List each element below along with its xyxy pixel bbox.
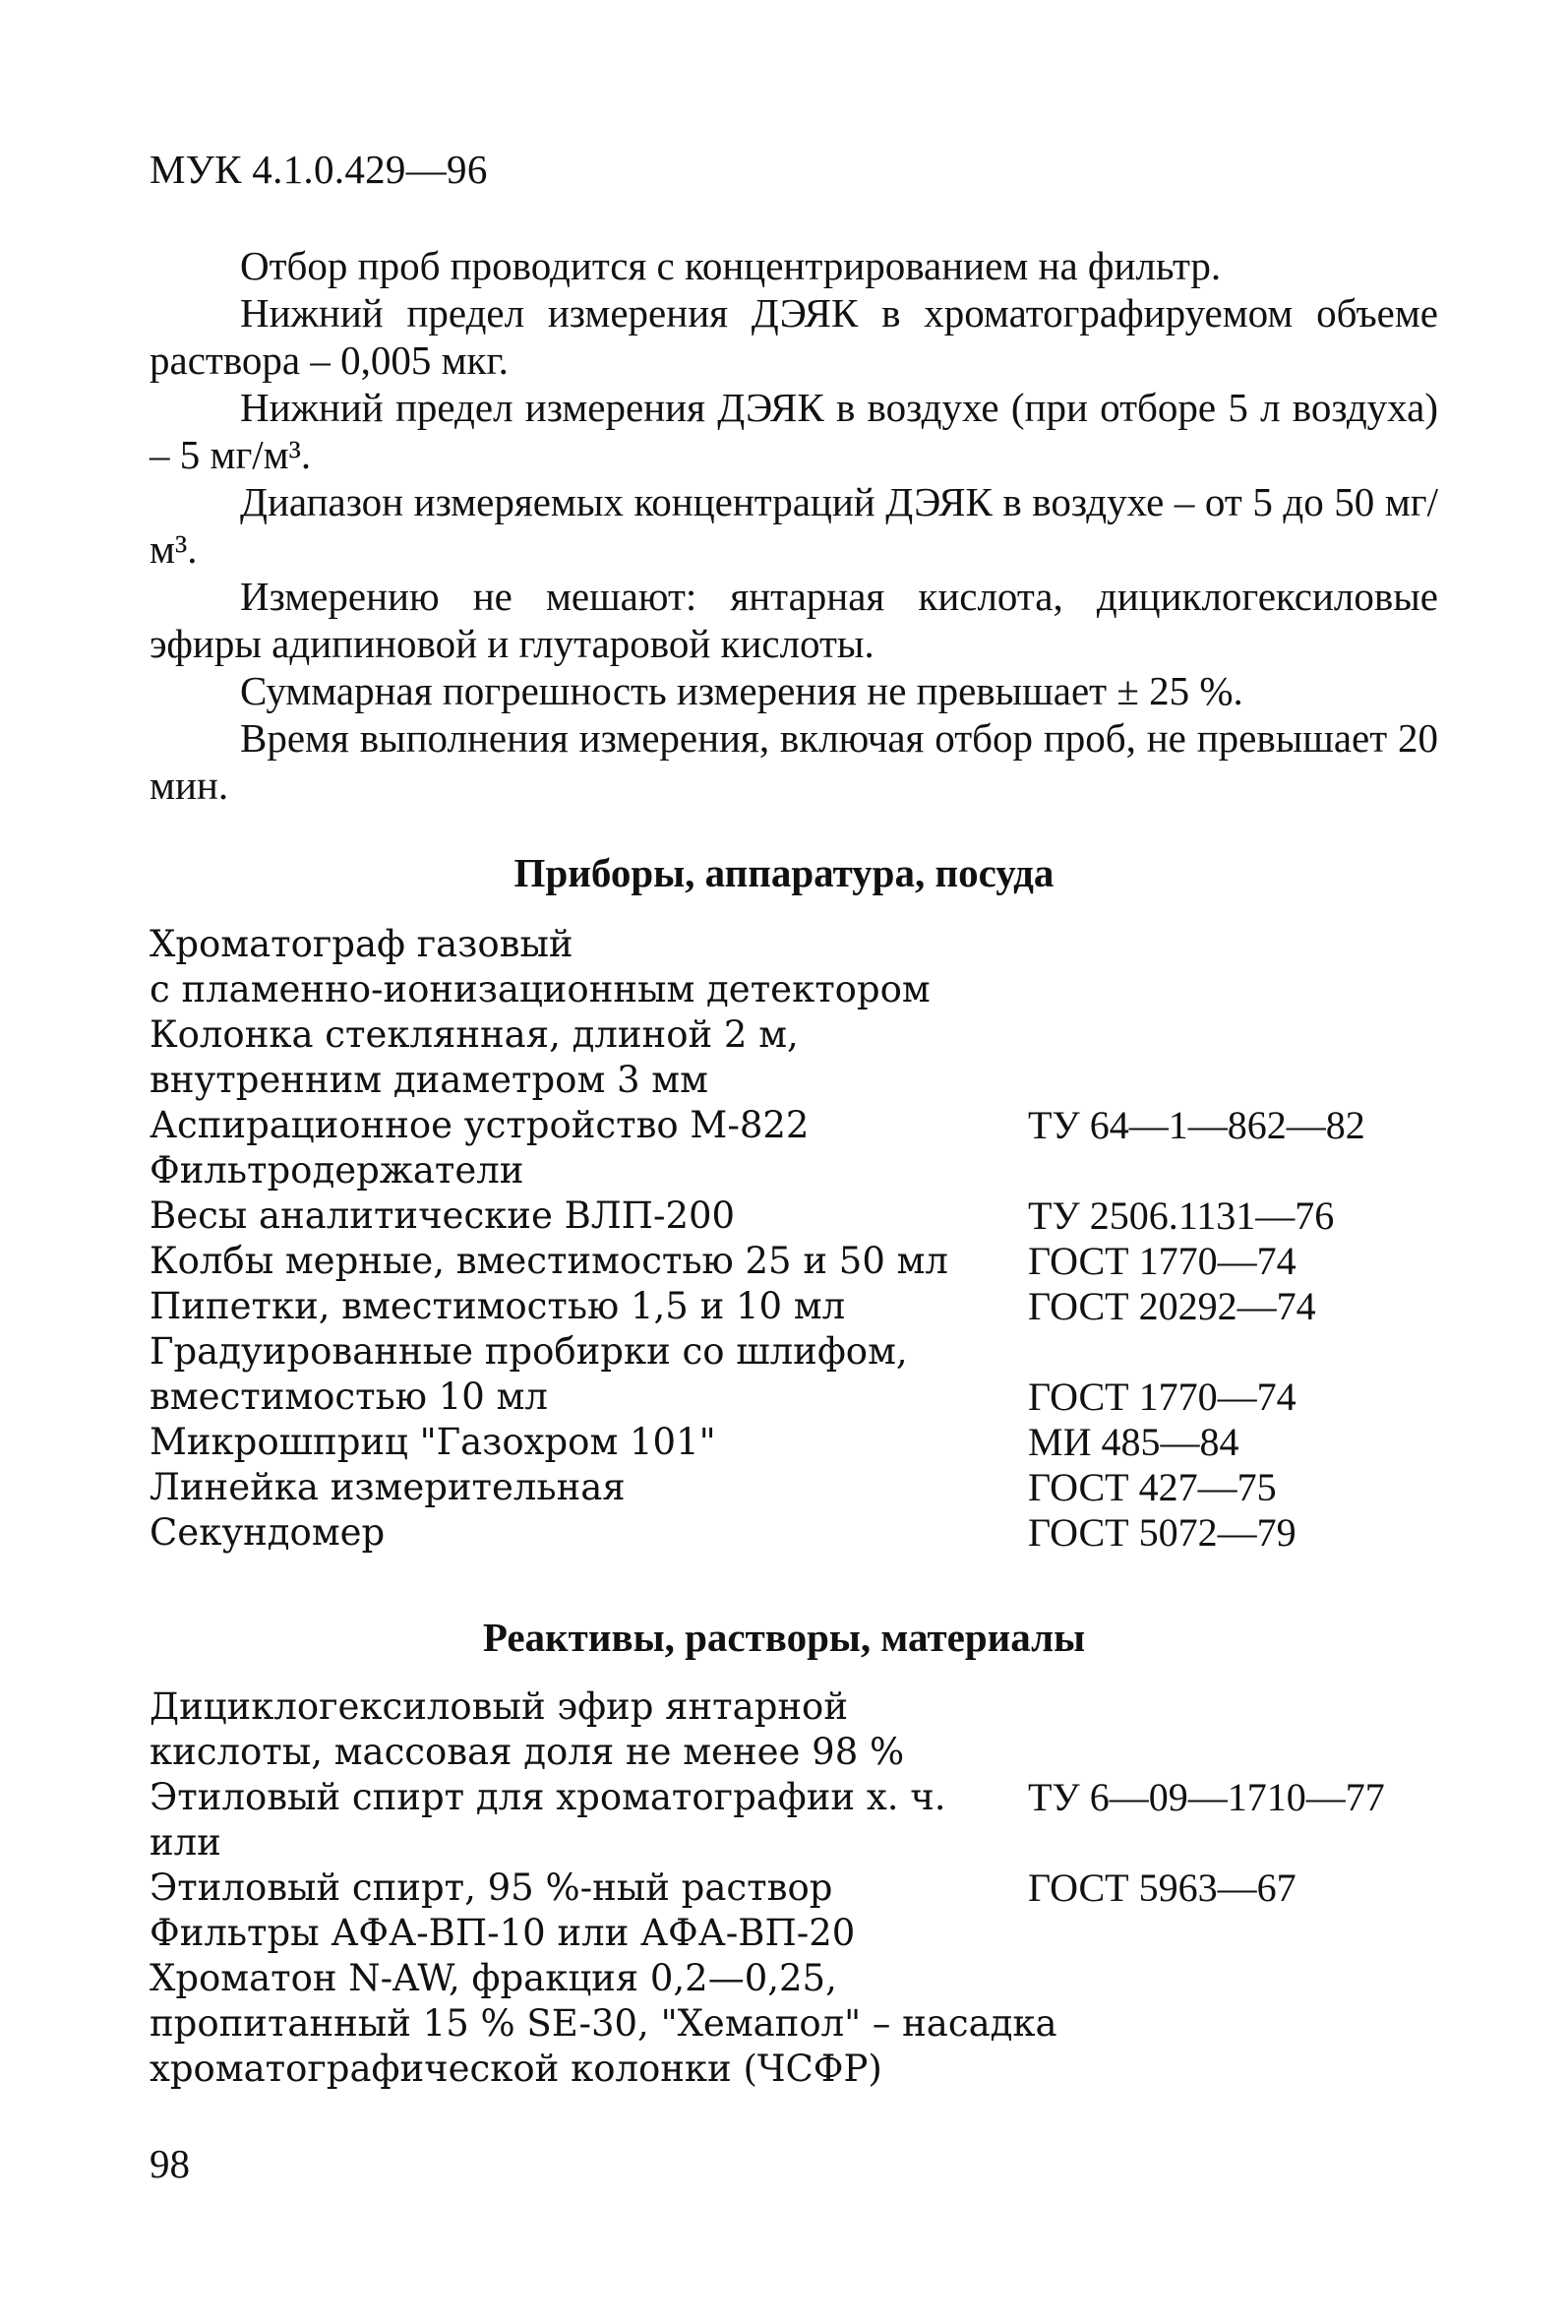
- item-name-line: внутренним диаметром 3 мм: [150, 1059, 708, 1101]
- section-title-reagents: Реактивы, растворы, материалы: [482, 1615, 1086, 1660]
- intro-text: [150, 242, 1438, 809]
- intro-paragraph: Нижний предел измерения ДЭЯК в хроматографируемом объеме раствора – 0,005 мкг.: [150, 290, 1438, 383]
- intro-paragraph: Время выполнения измерения, включая отбор проб, не превышает 20 мин.: [150, 715, 1438, 808]
- list-item: [150, 1465, 1448, 1510]
- list-item: [150, 1239, 1448, 1284]
- item-name: [150, 1775, 1028, 1820]
- item-standard: ТУ 64—1—862—82: [1028, 1103, 1365, 1147]
- item-name: [150, 1103, 1028, 1148]
- item-name: [150, 1956, 1057, 2092]
- document-header: МУК 4.1.0.429—96: [150, 147, 488, 192]
- list-item: [150, 1956, 1448, 2092]
- item-name: [150, 1911, 1028, 1956]
- item-name: [150, 1284, 1028, 1329]
- item-name-line: Дициклогексиловый эфир янтарной: [150, 1685, 848, 1728]
- item-standard: ГОСТ 1770—74: [1028, 1239, 1297, 1283]
- item-name-line: Линейка измерительная: [150, 1466, 626, 1508]
- item-name: [150, 1865, 1028, 1911]
- item-standard: ГОСТ 1770—74: [1028, 1375, 1297, 1419]
- item-name: [150, 1465, 1028, 1510]
- item-name-line: Градуированные пробирки со шлифом,: [150, 1330, 908, 1373]
- intro-paragraph: Измерению не мешают: янтарная кислота, дициклогексиловые эфиры адипиновой и глутаровой кислоты.: [150, 574, 1438, 666]
- item-standard: ГОСТ 5963—67: [1028, 1865, 1297, 1910]
- section-title-equipment: Приборы, аппаратура, посуда: [513, 850, 1055, 895]
- list-item: [150, 1865, 1448, 1911]
- item-name-line: кислоты, массовая доля не менее 98 %: [150, 1731, 905, 1773]
- list-item: [150, 1684, 1448, 1775]
- item-name: [150, 1193, 1028, 1239]
- intro-paragraph: Суммарная погрешность измерения не превышает ± 25 %.: [240, 668, 1243, 713]
- item-name-line: хроматографической колонки (ЧСФР): [150, 2048, 882, 2090]
- item-name-line: Фильтродержатели: [150, 1149, 524, 1192]
- item-standard: ГОСТ 20292—74: [1028, 1284, 1316, 1328]
- item-standard: ГОСТ 5072—79: [1028, 1510, 1297, 1555]
- item-name: [150, 922, 1028, 1012]
- item-name-line: вместимостью 10 мл: [150, 1376, 548, 1418]
- list-item: [150, 1911, 1448, 1956]
- item-name: [150, 1239, 1028, 1284]
- intro-paragraph: Диапазон измеряемых концентраций ДЭЯК в воздухе – от 5 до 50 мг/м³.: [150, 479, 1438, 572]
- item-name: [150, 1329, 1028, 1420]
- item-name: [150, 1420, 1028, 1465]
- intro-paragraph: Нижний предел измерения ДЭЯК в воздухе (при отборе 5 л воздуха) – 5 мг/м³.: [150, 385, 1438, 477]
- item-name-line: Колбы мерные, вместимостью 25 и 50 мл: [150, 1240, 948, 1282]
- list-item: [150, 1820, 1448, 1865]
- item-name-line: Микрошприц "Газохром 101": [150, 1421, 716, 1463]
- item-name-line: Этиловый спирт, 95 %-ный раствор: [150, 1866, 833, 1909]
- page-number: 98: [150, 2141, 190, 2186]
- item-name-line: Пипетки, вместимостью 1,5 и 10 мл: [150, 1285, 846, 1327]
- list-item: [150, 1420, 1448, 1465]
- item-name-line: пропитанный 15 % SE-30, "Хемапол" – насадка: [150, 2002, 1057, 2045]
- item-name-line: с пламенно-ионизационным детектором: [150, 968, 931, 1010]
- item-name: [150, 1820, 1028, 1865]
- reagents-list: [150, 1684, 1448, 2092]
- list-item: [150, 1193, 1448, 1239]
- item-name-line: Весы аналитические ВЛП-200: [150, 1194, 736, 1237]
- item-name: [150, 1148, 1028, 1193]
- item-standard: ТУ 2506.1131—76: [1028, 1193, 1335, 1238]
- item-name: [150, 1510, 1028, 1556]
- item-name: [150, 1012, 1028, 1103]
- item-name-line: Фильтры АФА-ВП-10 или АФА-ВП-20: [150, 1912, 856, 1954]
- list-item: [150, 1510, 1448, 1556]
- item-name-line: Колонка стеклянная, длиной 2 м,: [150, 1013, 799, 1056]
- item-name: [150, 1684, 1028, 1775]
- item-name-line: Секундомер: [150, 1511, 386, 1554]
- list-item: [150, 1012, 1448, 1103]
- item-name-line: Аспирационное устройство М-822: [150, 1104, 810, 1146]
- list-item: [150, 1329, 1448, 1420]
- item-name-line: Хроматон N-AW, фракция 0,2—0,25,: [150, 1957, 837, 1999]
- equipment-list: [150, 922, 1448, 1556]
- item-name-line: Хроматограф газовый: [150, 923, 573, 965]
- item-name-line: или: [150, 1821, 221, 1864]
- list-item: [150, 922, 1448, 1012]
- intro-paragraph: Отбор проб проводится с концентрированием на фильтр.: [240, 243, 1222, 288]
- list-item: [150, 1775, 1448, 1820]
- item-standard: ТУ 6—09—1710—77: [1028, 1775, 1385, 1819]
- item-standard: ГОСТ 427—75: [1028, 1465, 1277, 1509]
- list-item: [150, 1284, 1448, 1329]
- list-item: [150, 1148, 1448, 1193]
- item-name-line: Этиловый спирт для хроматографии х. ч.: [150, 1776, 946, 1818]
- item-standard: МИ 485—84: [1028, 1420, 1239, 1464]
- list-item: [150, 1103, 1448, 1148]
